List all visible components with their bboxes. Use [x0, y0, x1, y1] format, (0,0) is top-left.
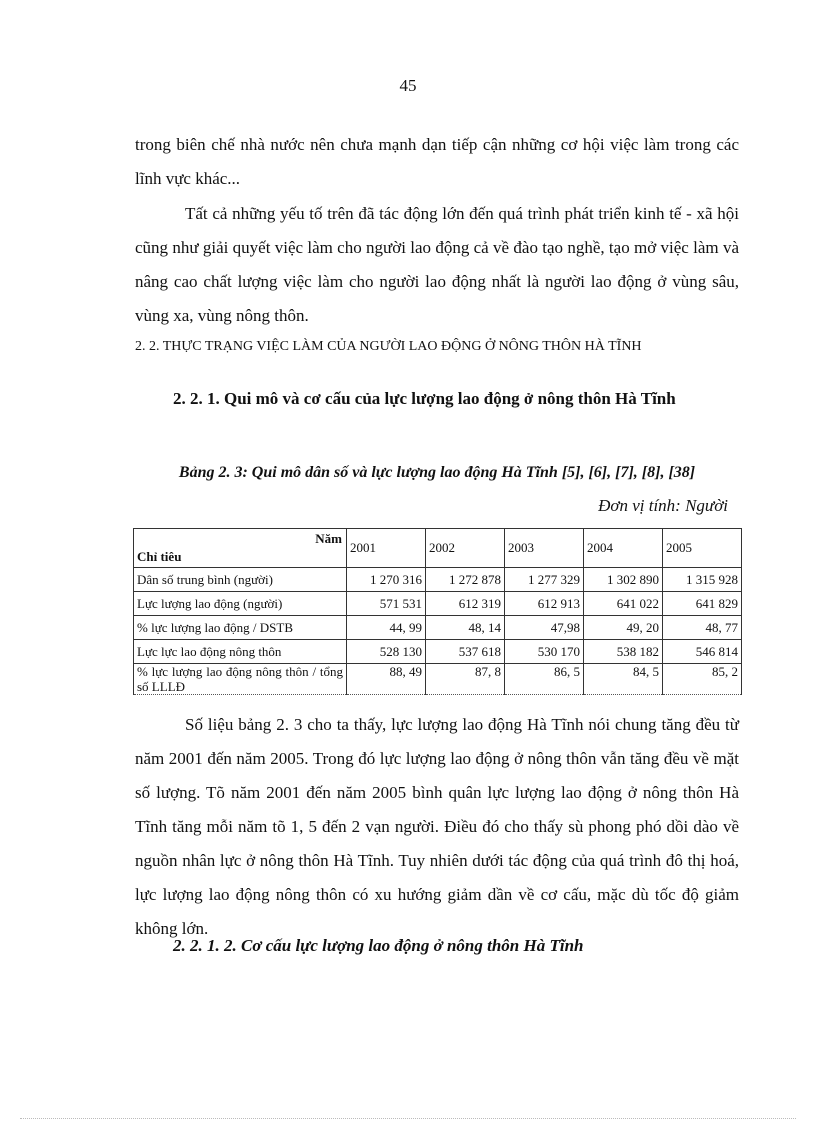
table-cell: 84, 5	[584, 664, 663, 695]
section-heading: 2. 2. THỰC TRẠNG VIỆC LÀM CỦA NGƯỜI LAO ĐỘNG Ở NÔNG THÔN HÀ TĨNH	[135, 339, 642, 354]
table-cell: 538 182	[584, 640, 663, 664]
table-cell: 85, 2	[663, 664, 742, 695]
table-cell: 1 315 928	[663, 568, 742, 592]
table-row	[134, 592, 742, 616]
table-corner-cell	[134, 529, 347, 568]
table-cell: 641 022	[584, 592, 663, 616]
table-row	[134, 640, 742, 664]
paragraph-3: Số liệu bảng 2. 3 cho ta thấy, lực lượng lao động Hà Tĩnh nói chung tăng đều từ năm 2001 đến năm 2005. Trong đó lực lượng lao động ở nông thôn vẫn tăng đều về mặt số lượng. Tõ năm 2001 đến năm 2005 bình quân lực lượng lao động ở nông thôn Hà Tĩnh tăng mỗi năm tõ 1, 5 đến 2 vạn người. Điều đó cho thấy sù phong phó dồi dào về nguồn nhân lực ở nông thôn Hà Tĩnh. Tuy nhiên dưới tác động của quá trình đô thị hoá, lực lượng lao động nông thôn có xu hướng giảm dần về cơ cấu, mặc dù tốc độ giảm không lớn.	[135, 715, 739, 938]
table-cell: 571 531	[347, 592, 426, 616]
year-header: 2004	[584, 529, 663, 568]
population-labor-table	[133, 528, 742, 695]
table-cell: 1 302 890	[584, 568, 663, 592]
year-header: 2002	[426, 529, 505, 568]
page-footer-divider	[20, 1118, 796, 1119]
table-cell: 49, 20	[584, 616, 663, 640]
page-number: 45	[399, 76, 417, 95]
row-label: Lực lượng lao động (người)	[134, 592, 347, 616]
table-cell: 87, 8	[426, 664, 505, 695]
table-cell: 546 814	[663, 640, 742, 664]
header-year-label: Năm	[315, 531, 342, 546]
paragraph-1: trong biên chế nhà nước nên chưa mạnh dạn tiếp cận những cơ hội việc làm trong các lĩnh vực khác...	[135, 135, 739, 188]
table-cell: 1 270 316	[347, 568, 426, 592]
table-cell: 1 272 878	[426, 568, 505, 592]
table-cell: 1 277 329	[505, 568, 584, 592]
row-label: Dân số trung bình (người)	[134, 568, 347, 592]
table-cell: 641 829	[663, 592, 742, 616]
table-cell: 86, 5	[505, 664, 584, 695]
table-cell: 44, 99	[347, 616, 426, 640]
paragraph-2: Tất cả những yếu tố trên đã tác động lớn đến quá trình phát triển kinh tế - xã hội cũng như giải quyết việc làm cho người lao động cả về đào tạo nghề, tạo mở việc làm và nâng cao chất lượng việc làm cho người lao động nhất là người lao động ở vùng sâu, vùng xa, vùng nông thôn.	[135, 204, 739, 325]
table-cell: 530 170	[505, 640, 584, 664]
year-header: 2005	[663, 529, 742, 568]
subsection-heading: 2. 2. 1. Qui mô và cơ cấu của lực lượng lao động ở nông thôn Hà Tĩnh	[173, 389, 676, 408]
table-cell: 47,98	[505, 616, 584, 640]
row-label: % lực lượng lao động nông thôn / tổng số LLLĐ	[134, 664, 347, 695]
table-row	[134, 616, 742, 640]
subsubsection-heading: 2. 2. 1. 2. Cơ cấu lực lượng lao động ở nông thôn Hà Tĩnh	[173, 936, 584, 955]
table-unit: Đơn vị tính: Người	[598, 496, 728, 515]
row-label: % lực lượng lao động / DSTB	[134, 616, 347, 640]
table-header-row	[134, 529, 742, 568]
table-row	[134, 568, 742, 592]
table-cell: 88, 49	[347, 664, 426, 695]
row-label: Lực lực lao động nông thôn	[134, 640, 347, 664]
table-cell: 528 130	[347, 640, 426, 664]
header-row-label: Chỉ tiêu	[137, 549, 182, 564]
table-cell: 537 618	[426, 640, 505, 664]
year-header: 2001	[347, 529, 426, 568]
year-header: 2003	[505, 529, 584, 568]
table-cell: 612 319	[426, 592, 505, 616]
table-cell: 612 913	[505, 592, 584, 616]
table-caption: Bảng 2. 3: Qui mô dân số và lực lượng lao động Hà Tĩnh [5], [6], [7], [8], [38]	[178, 464, 696, 481]
table-cell: 48, 77	[663, 616, 742, 640]
table-row	[134, 664, 742, 695]
table-cell: 48, 14	[426, 616, 505, 640]
